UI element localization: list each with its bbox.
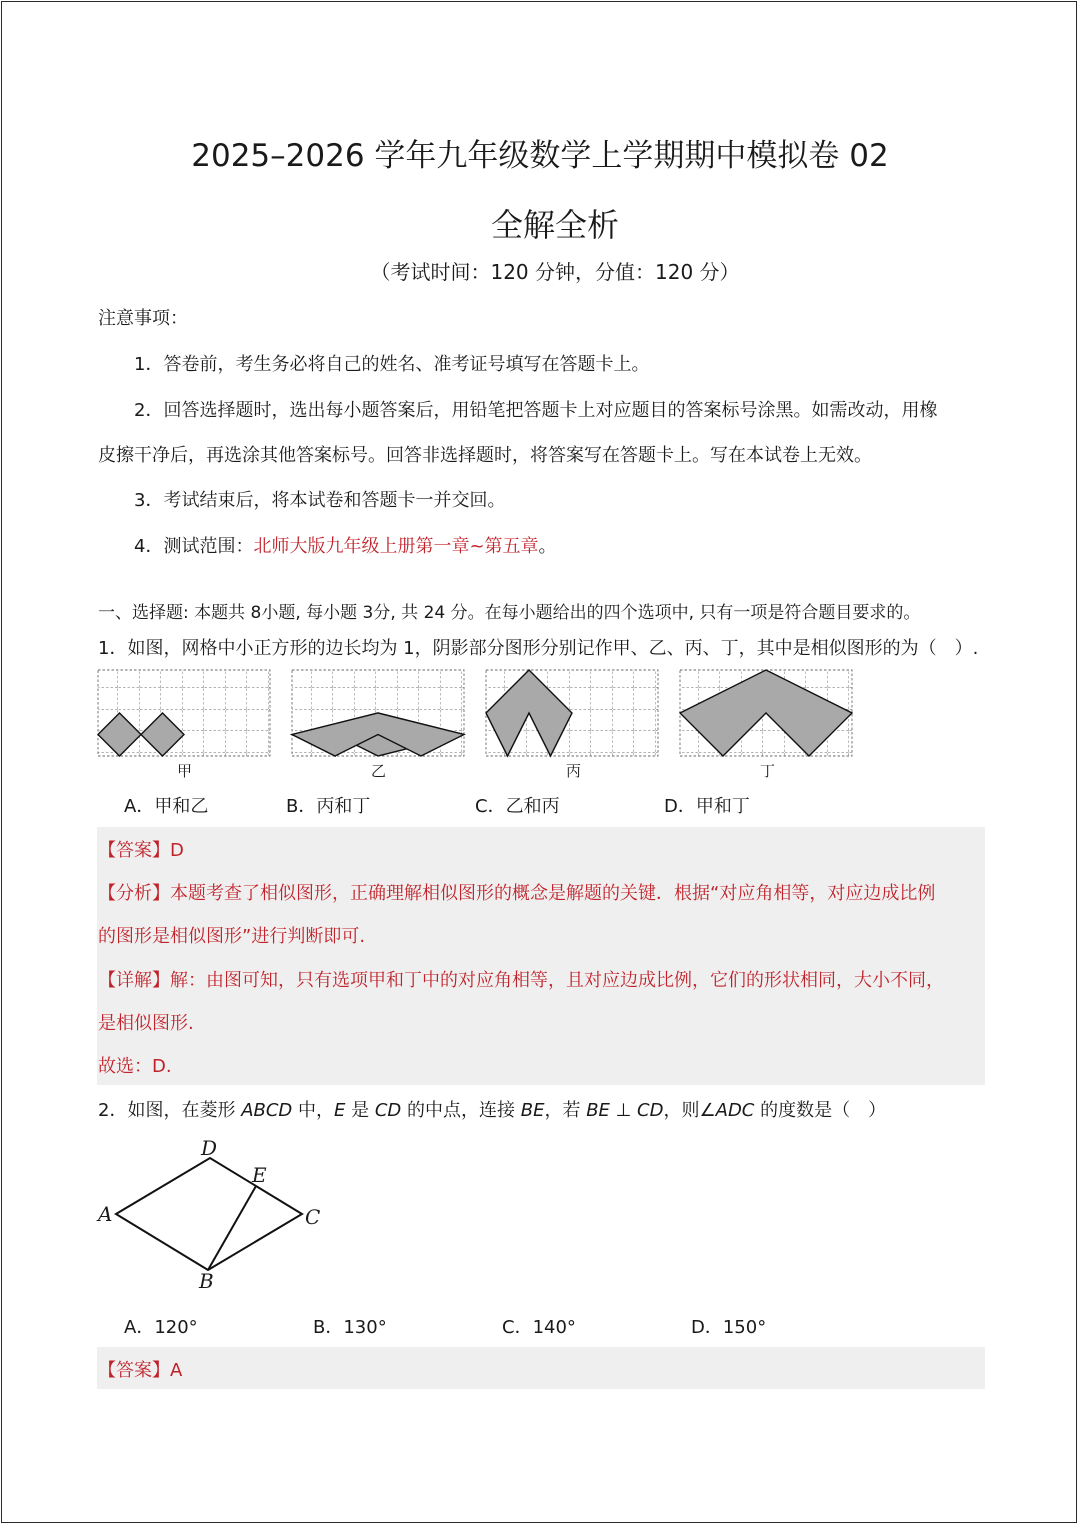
vertex-label-d: D: [201, 1136, 218, 1160]
stem-math: ADC: [715, 1100, 755, 1121]
document-subtitle: 全解全析: [490, 206, 619, 244]
exam-info: （考试时间：120 分钟，分值：120 分）: [370, 260, 740, 284]
section-heading: 一、选择题: 本题共 8小题, 每小题 3分, 共 24 分。在每小题给出的四个选项中, 只有一项是符合题目要求的。: [98, 603, 921, 623]
grid-figure-yi: [292, 670, 464, 756]
stem-text: ，则∠: [663, 1100, 716, 1121]
stem-math: CD: [374, 1100, 402, 1121]
figure-label-yi: 乙: [371, 762, 387, 780]
document-title: 2025–2026 学年九年级数学上学期期中模拟卷 02: [191, 138, 889, 174]
scope-suffix: 。: [538, 536, 557, 557]
stem-text: 2．如图，在菱形: [98, 1100, 242, 1121]
vertex-label-e: E: [252, 1163, 267, 1187]
stem-text: 是: [345, 1100, 375, 1121]
stem-text: 中，: [292, 1100, 335, 1121]
stem-text: 的度数是（ ）: [754, 1100, 887, 1121]
stem-math: BE: [520, 1100, 545, 1121]
stem-math: BE ⊥ CD: [586, 1100, 664, 1121]
figure-label-jia: 甲: [177, 762, 193, 780]
answer-q2: 【答案】A: [98, 1360, 183, 1381]
option-c: C．乙和丙: [475, 796, 560, 817]
notice-item: 3．考试结束后，将本试卷和答题卡一并交回。: [134, 490, 506, 511]
analysis-q1: 【分析】本题考查了相似图形，正确理解相似图形的概念是解题的关键．根据“对应角相等，对应边成比例: [98, 883, 936, 904]
answer-box-q1: [97, 827, 985, 1085]
choice-q1: 故选：D.: [98, 1056, 172, 1077]
option-c: C．140°: [502, 1317, 576, 1338]
notice-item: 1．答卷前，考生务必将自己的姓名、准考证号填写在答题卡上。: [134, 354, 650, 375]
detail-q1: 【详解】解：由图可知，只有选项甲和丁中的对应角相等，且对应边成比例，它们的形状相同，大小不同，: [98, 970, 944, 991]
option-b: B．130°: [313, 1317, 387, 1338]
stem-math: E: [334, 1100, 346, 1121]
notice-heading: 注意事项：: [98, 308, 188, 329]
detail-q1-cont: 是相似图形.: [98, 1013, 194, 1034]
question-1-figure: [96, 666, 866, 782]
stem-text: ，若: [544, 1100, 587, 1121]
option-d: D．甲和丁: [664, 796, 750, 817]
scope-prefix: 4．测试范围：: [134, 536, 254, 557]
vertex-label-a: A: [98, 1202, 113, 1226]
option-b: B．丙和丁: [286, 796, 371, 817]
grid-figure-bing: [486, 670, 658, 756]
stem-math: ABCD: [241, 1100, 293, 1121]
answer-q1: 【答案】D: [98, 840, 184, 861]
option-d: D．150°: [691, 1317, 767, 1338]
vertex-label-b: B: [199, 1269, 214, 1293]
notice-item: 皮擦干净后，再选涂其他答案标号。回答非选择题时，将答案写在答题卡上。写在本试卷上无效。: [98, 445, 872, 466]
answer-box-q2: [97, 1347, 985, 1389]
option-a: A．甲和乙: [124, 796, 209, 817]
notice-item: 2．回答选择题时，选出每小题答案后，用铅笔把答题卡上对应题目的答案标号涂黑。如需改动，用橡: [134, 400, 938, 421]
analysis-q1-cont: 的图形是相似图形”进行判断即可.: [98, 926, 366, 947]
grid-figure-ding: [680, 670, 852, 756]
vertex-label-c: C: [305, 1205, 321, 1229]
scope-value: 北师大版九年级上册第一章~第五章: [253, 536, 539, 557]
grid-figure-jia: [98, 670, 270, 756]
question-2-stem: [98, 1096, 886, 1122]
figure-label-ding: 丁: [760, 762, 776, 780]
option-a: A．120°: [124, 1317, 198, 1338]
stem-text: 的中点，连接: [401, 1100, 521, 1121]
figure-label-bing: 丙: [566, 762, 582, 780]
notice-scope: [134, 532, 557, 558]
question-1-stem: 1．如图，网格中小正方形的边长均为 1，阴影部分图形分别记作甲、乙、丙、丁，其中是相似图形的为（ ）.: [98, 638, 979, 659]
